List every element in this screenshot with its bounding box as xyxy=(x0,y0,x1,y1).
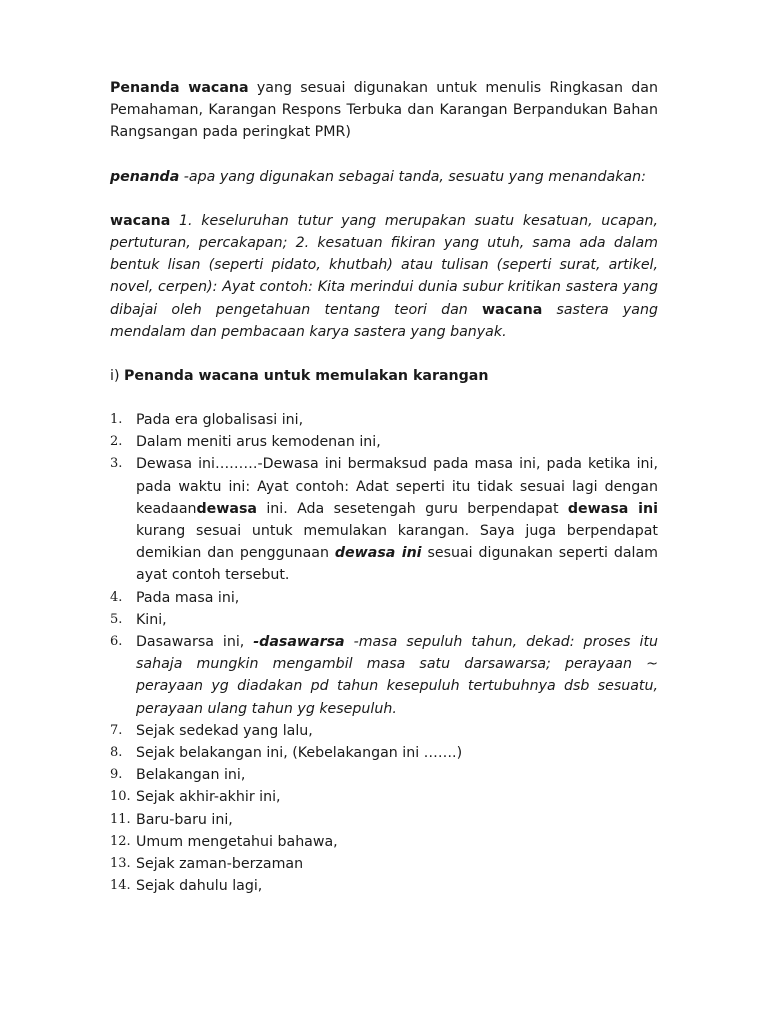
list-text: Sejak sedekad yang lalu, xyxy=(136,722,313,739)
list-number: 7. xyxy=(110,722,123,738)
list-number: 6. xyxy=(110,634,123,650)
list-text: Kini, xyxy=(136,611,167,628)
list-item xyxy=(110,453,658,586)
list-text: Sejak zaman-berzaman xyxy=(136,856,304,873)
list-text: Sejak dahulu lagi, xyxy=(136,878,263,895)
list-number: 3. xyxy=(110,456,123,472)
list-text: Belakangan ini, xyxy=(136,767,246,784)
list-number: 5. xyxy=(110,611,123,627)
list-number: 2. xyxy=(110,434,123,450)
penanda-definition xyxy=(110,166,658,188)
list-bold-italic-term: dewasa ini xyxy=(334,545,422,562)
list-item xyxy=(110,609,658,631)
intro-term: Penanda wacana xyxy=(110,80,249,96)
list-text: ini. Ada sesetengah guru berpendapat xyxy=(257,500,568,517)
list-text: Umum mengetahui bahawa, xyxy=(136,833,338,850)
wacana-term: wacana xyxy=(110,212,171,229)
list-item xyxy=(110,853,658,875)
list-item xyxy=(110,875,658,897)
list-text: Pada era globalisasi ini, xyxy=(136,412,304,429)
list-bold-term: dewasa xyxy=(196,500,258,517)
wacana-definition xyxy=(110,210,658,343)
penanda-def: -apa yang digunakan sebagai tanda, sesuatu yang menandakan: xyxy=(179,168,646,185)
document-page xyxy=(110,77,658,898)
heading-prefix: i) xyxy=(110,368,124,385)
list-item xyxy=(110,809,658,831)
intro-text: yang sesuai digunakan untuk menulis Ringkasan dan Pemahaman, Karangan Respons Terbuka dan Karangan Berpandukan Bahan Rangsangan pada peringkat PMR) xyxy=(110,80,658,141)
wacana-def-part2: sastera yang mendalam dan pembacaan karya sastera yang banyak. xyxy=(110,301,658,340)
section-heading xyxy=(110,365,658,387)
list-item xyxy=(110,742,658,764)
list-item xyxy=(110,720,658,742)
list-number: 8. xyxy=(110,745,123,761)
list-text: Dewasa ini………-Dewasa ini bermaksud pada masa ini, pada ketika ini, pada waktu ini: Ayat contoh: Adat seperti itu tidak sesuai lagi dengan keadaan xyxy=(136,456,658,517)
intro-paragraph xyxy=(110,77,658,144)
list-text: Sejak akhir-akhir ini, xyxy=(136,789,281,806)
list-text: Baru-baru ini, xyxy=(136,811,233,828)
list-number: 10. xyxy=(110,789,131,805)
wacana-def-part1: 1. keseluruhan tutur yang merupakan suatu kesatuan, ucapan, pertuturan, percakapan; 2. kesatuan fikiran yang utuh, sama ada dalam bentuk lisan (seperti pidato, khutbah) atau tulisan (seperti surat, artikel, novel, cerpen): Ayat contoh: Kita merindui dunia subur kritikan sastera yang dibajai oleh pengetahuan tentang teori dan xyxy=(110,212,658,318)
list-text: Dalam meniti arus kemodenan ini, xyxy=(136,434,381,451)
list-text: Dasawarsa ini, xyxy=(136,634,254,651)
list-number: 1. xyxy=(110,412,123,428)
list-number: 4. xyxy=(110,589,123,605)
list-number: 11. xyxy=(110,811,131,827)
list-number: 13. xyxy=(110,856,131,872)
list-item xyxy=(110,431,658,453)
list-text: kurang sesuai untuk memulakan karangan. Saya juga berpendapat demikian dan penggunaan xyxy=(136,523,658,562)
list-bold-term: dewasa ini xyxy=(567,500,658,517)
list-item xyxy=(110,786,658,808)
list-bold-italic-term: -dasawarsa xyxy=(253,634,345,651)
list-number: 9. xyxy=(110,767,123,783)
phrase-list xyxy=(110,409,658,897)
list-number: 12. xyxy=(110,833,131,849)
list-item xyxy=(110,631,658,720)
penanda-term: penanda xyxy=(110,168,180,185)
list-italic-text: -masa sepuluh tahun, dekad: proses itu sahaja mungkin mengambil masa satu darsawarsa; perayaan ~ perayaan yg diadakan pd tahun kesepuluh tertubuhnya dsb sesuatu, perayaan ulang tahun yg kesepuluh. xyxy=(136,634,658,717)
list-text: Pada masa ini, xyxy=(136,589,240,606)
list-text: sesuai digunakan seperti dalam ayat contoh tersebut. xyxy=(136,545,658,584)
list-item xyxy=(110,587,658,609)
list-text: Sejak belakangan ini, (Kebelakangan ini …….) xyxy=(136,745,463,762)
list-item xyxy=(110,831,658,853)
heading-title: Penanda wacana untuk memulakan karangan xyxy=(124,368,489,385)
list-item xyxy=(110,409,658,431)
list-number: 14. xyxy=(110,878,131,894)
list-item xyxy=(110,764,658,786)
wacana-term-inline: wacana xyxy=(481,301,543,318)
